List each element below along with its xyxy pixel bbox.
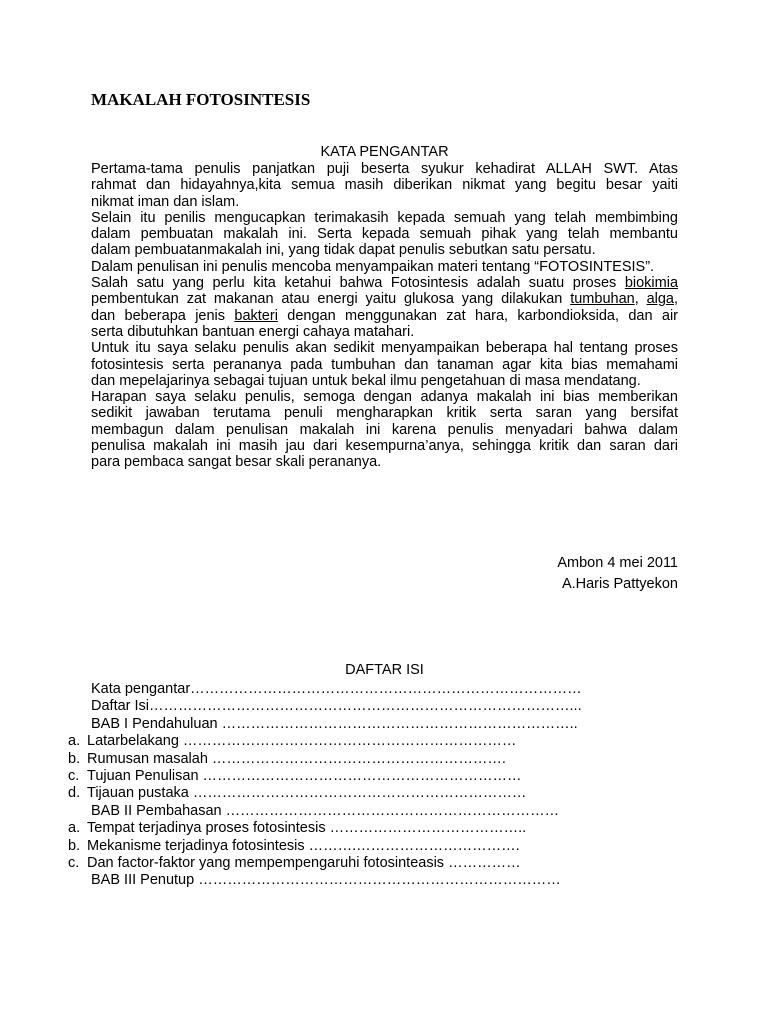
paragraph-line: Pertama-tama penulis panjatkan puji beserta syukur kehadirat ALLAH SWT. Atas — [91, 161, 678, 177]
toc-entry — [0, 751, 768, 768]
toc-entry-text: BAB III Penutup ………………………………………………………………… — [91, 872, 561, 889]
paragraph-line: dan mepelajarinya sebagai tujuan untuk bekal ilmu pengetahuan di masa mendatang. — [91, 372, 641, 389]
paragraph-line — [91, 291, 678, 307]
toc-entry — [0, 855, 768, 872]
link-alga[interactable]: alga — [646, 291, 674, 308]
toc-entry — [0, 872, 768, 889]
paragraph-line: membagun dalam penulisan makalah ini karena penulis menyadari bahwa dalam — [91, 421, 678, 438]
toc-entry-text: Daftar Isi……………………………………………………………………………... — [91, 698, 582, 715]
toc-entry-text: Tijauan pustaka …………………………………………………………… — [87, 785, 527, 802]
toc-entry — [0, 716, 768, 733]
line-text: Salah satu yang perlu kita ketahui bahwa Fotosintesis adalah suatu proses — [91, 275, 617, 292]
toc-entry-text: BAB II Pembahasan …………………………………………………………… — [91, 802, 560, 819]
toc-entry-text: Latarbelakang …………………………………………………………… — [87, 733, 517, 750]
toc-entry — [0, 785, 768, 802]
toc-entry — [0, 768, 768, 785]
paragraph-line: Selain itu penilis mengucapkan terimakasih kepada semuah yang telah membimbing — [91, 209, 678, 226]
document-title: MAKALAH FOTOSINTESIS — [91, 90, 311, 109]
link-tumbuhan[interactable]: tumbuhan — [570, 291, 635, 308]
toc-entry — [0, 681, 768, 698]
paragraph-line: nikmat iman dan islam. — [91, 193, 240, 210]
comma: , — [634, 291, 639, 308]
paragraph-line — [91, 275, 678, 291]
paragraph-line: para pembaca sangat besar skali perananya. — [91, 454, 382, 471]
toc-entry-marker: c. — [68, 767, 80, 784]
paragraph-line: sedikit jawaban terutama penuli mengharapkan kritik serta saran yang bersifat — [91, 405, 678, 422]
daftar-isi-heading: DAFTAR ISI — [345, 662, 424, 678]
daftar-isi-list — [0, 681, 768, 890]
toc-entry — [0, 803, 768, 820]
toc-entry-text: Dan factor-faktor yang mempempengaruhi fotosinteasis …………… — [87, 854, 521, 871]
paragraph-line: fotosintesis serta perananya pada tumbuhan dan tanaman agar kita bias memahami — [91, 356, 678, 373]
line-text: pembentukan zat makanan atau energi yaitu glukosa yang dilakukan — [91, 291, 563, 308]
paragraph-line: Harapan saya selaku penulis, semoga dengan adanya makalah ini bias memberikan — [91, 389, 678, 406]
paragraph-line: serta dibutuhkan bantuan energi cahaya matahari. — [91, 323, 415, 340]
toc-entry-text: BAB I Pendahuluan ……………………………………………………………….. — [91, 715, 578, 732]
toc-entry-text: Mekanisme terjadinya fotosintesis ……….……………………………. — [87, 837, 520, 854]
line-text: dan beberapa jenis — [91, 307, 226, 324]
toc-entry-marker: a. — [68, 733, 81, 750]
line-text: dengan menggunakan zat hara, karbondioksida, dan air — [287, 307, 679, 324]
signature-place-date: Ambon 4 mei 2011 — [557, 555, 678, 571]
paragraph-line: rahmat dan hidayahnya,kita semua masih diberikan nikmat yang begitu besar yaiti — [91, 177, 678, 194]
toc-entry — [0, 838, 768, 855]
toc-entry — [0, 698, 768, 715]
comma: , — [674, 291, 679, 308]
toc-entry-text: Rumusan masalah ……………………………………………………. — [87, 750, 506, 767]
toc-entry-text: Kata pengantar……………………………………………………………………… — [91, 681, 582, 697]
toc-entry-marker: d. — [68, 785, 81, 802]
toc-entry-marker: b. — [68, 750, 81, 767]
toc-entry-text: Tempat terjadinya proses fotosintesis ………………………………….. — [87, 820, 527, 837]
paragraph-line: Untuk itu saya selaku penulis akan sedikit menyampaikan beberapa hal tentang proses — [91, 340, 678, 357]
toc-entry-marker: a. — [68, 820, 81, 837]
paragraph-line: dalam pembuatanmakalah ini, yang tidak dapat penulis sebutkan satu persatu. — [91, 242, 596, 259]
paragraph-line: dalam pembuatan makalah ini. Serta kepada semuah pihak yang telah membantu — [91, 226, 678, 243]
kata-pengantar-body — [91, 161, 678, 471]
toc-entry — [0, 733, 768, 750]
kata-pengantar-heading: KATA PENGANTAR — [320, 144, 449, 160]
link-bakteri[interactable]: bakteri — [234, 307, 278, 324]
link-biokimia[interactable]: biokimia — [624, 275, 679, 292]
paragraph-line — [91, 308, 678, 324]
toc-entry-text: Tujuan Penulisan ………………………………………………………… — [87, 767, 522, 784]
paragraph-line: Dalam penulisan ini penulis mencoba menyampaikan materi tentang “FOTOSINTESIS”. — [91, 258, 655, 275]
toc-entry-marker: b. — [68, 837, 81, 854]
toc-entry — [0, 820, 768, 837]
paragraph-line: penulisa makalah ini masih jau dari kesempurna’anya, sehingga kritik dan saran dari — [91, 438, 678, 455]
toc-entry-marker: c. — [68, 854, 80, 871]
signature-author: A.Haris Pattyekon — [561, 576, 678, 592]
